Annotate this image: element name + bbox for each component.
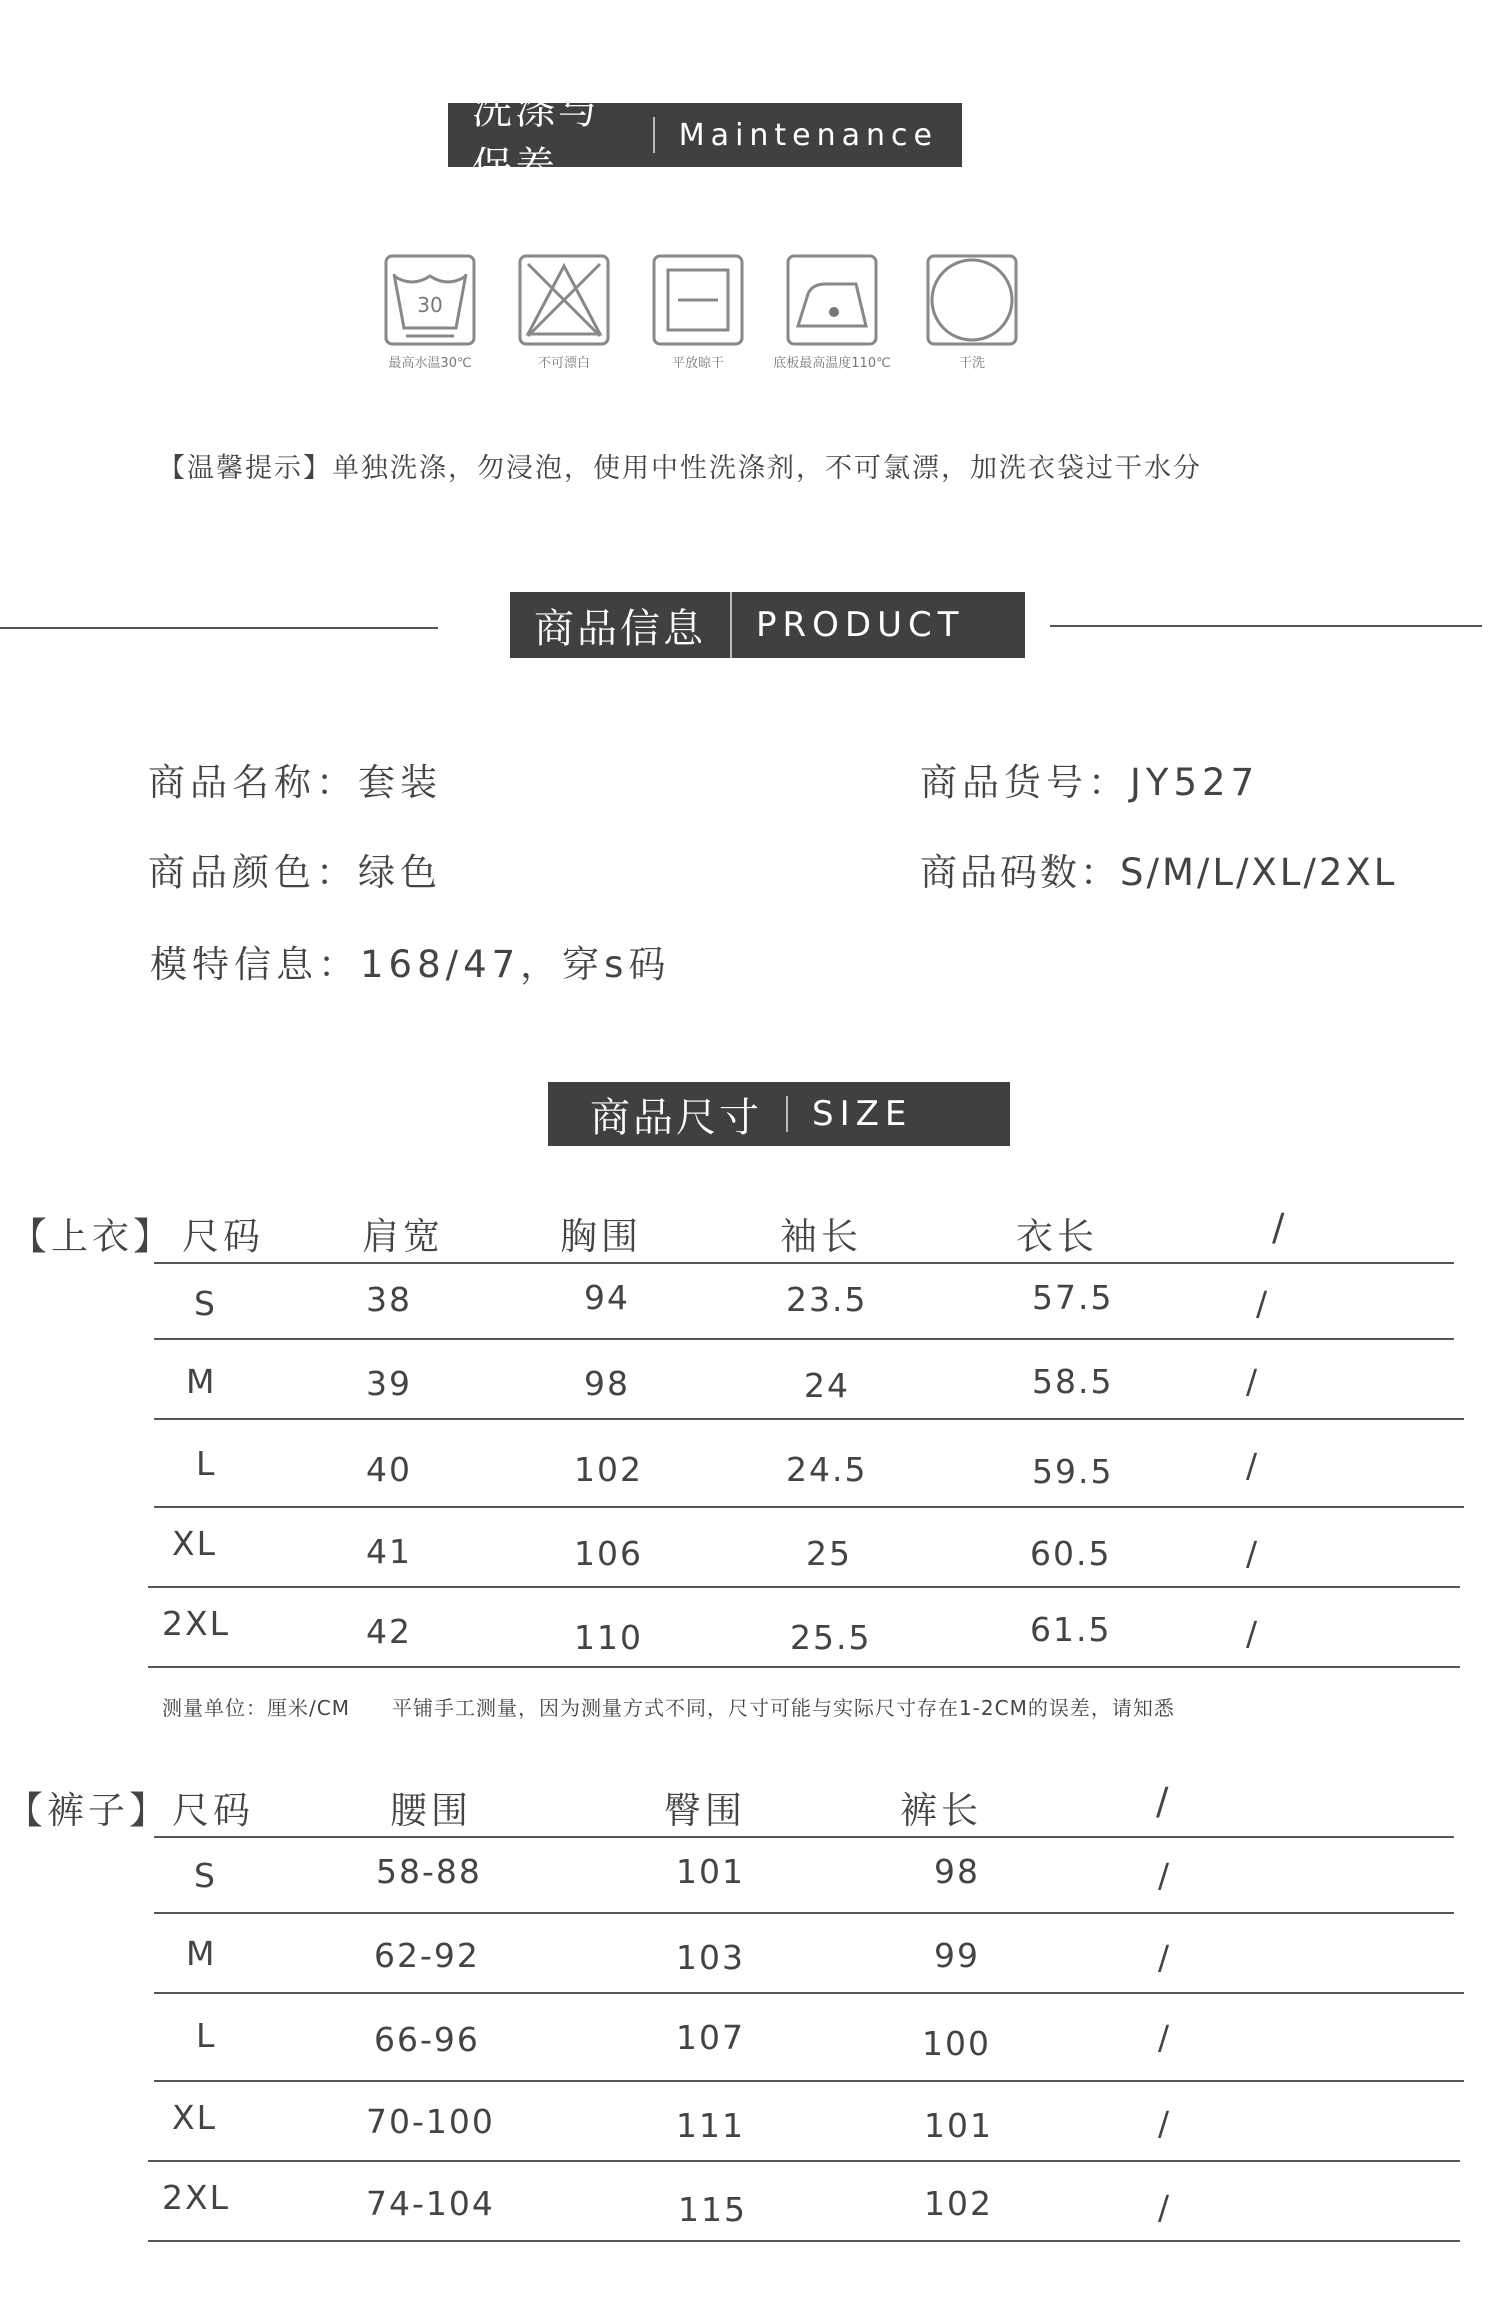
icon-caption: 干洗 — [958, 356, 985, 371]
cell-sleeve: 25.5 — [790, 1618, 872, 1657]
size-title-en: SIZE — [812, 1094, 913, 1134]
cell-chest: 106 — [574, 1534, 643, 1573]
maintenance-title-cn: 洗涤与保养 — [472, 87, 601, 190]
cell-chest: 102 — [574, 1450, 643, 1489]
dry-flat-icon — [652, 254, 744, 346]
cell-shoulder: 39 — [366, 1364, 412, 1403]
cell-sleeve: 25 — [806, 1534, 852, 1573]
top-header-length: 衣长 — [1016, 1215, 1098, 1258]
cell-sleeve: 24.5 — [786, 1450, 868, 1489]
cell-length: 98 — [934, 1852, 980, 1891]
cell-chest: 110 — [574, 1618, 643, 1657]
cell-slash: / — [1158, 1856, 1172, 1895]
table-rule — [154, 1912, 1454, 1914]
svg-text:30: 30 — [417, 293, 443, 317]
cell-size: S — [194, 1284, 217, 1323]
cell-size: M — [186, 1362, 217, 1401]
top-header-chest: 胸围 — [560, 1215, 642, 1258]
table-rule — [154, 1418, 1464, 1420]
cell-size: 2XL — [162, 1604, 230, 1643]
size-title-cn: 商品尺寸 — [590, 1094, 762, 1141]
table-rule — [154, 1262, 1454, 1264]
cell-length: 61.5 — [1030, 1610, 1112, 1649]
cell-slash: / — [1246, 1446, 1260, 1485]
table-rule — [148, 2160, 1460, 2162]
table-rule — [154, 1992, 1464, 1994]
cell-waist: 70-100 — [366, 2102, 495, 2141]
pants-header-size: 尺码 — [172, 1789, 254, 1832]
cell-hip: 115 — [678, 2190, 747, 2229]
product-title-cn: 商品信息 — [534, 605, 706, 652]
maintenance-banner — [448, 87, 962, 190]
cell-slash: / — [1158, 2188, 1172, 2227]
pants-header-length: 裤长 — [900, 1789, 982, 1832]
cell-size: M — [186, 1934, 217, 1973]
icon-caption: 平放晾干 — [671, 356, 724, 371]
icon-caption: 底板最高温度110℃ — [773, 356, 891, 371]
product-banner — [510, 592, 1025, 658]
cell-shoulder: 41 — [366, 1532, 412, 1571]
cell-slash: / — [1246, 1614, 1260, 1653]
top-header-size: 尺码 — [182, 1215, 264, 1258]
cell-slash: / — [1158, 2104, 1172, 2143]
cell-length: 99 — [934, 1936, 980, 1975]
cell-size: XL — [172, 2098, 217, 2137]
maintenance-title-en: Maintenance — [678, 117, 938, 153]
pants-header-waist: 腰围 — [390, 1789, 472, 1832]
cell-length: 102 — [924, 2184, 993, 2223]
cell-size: L — [196, 1444, 217, 1483]
cell-length: 58.5 — [1032, 1362, 1114, 1401]
cell-waist: 74-104 — [366, 2184, 495, 2223]
table-rule — [148, 2240, 1460, 2242]
cell-chest: 98 — [584, 1364, 630, 1403]
table-rule — [154, 1338, 1454, 1340]
cell-length: 57.5 — [1032, 1278, 1114, 1317]
pants-table-label: 【裤子】 — [6, 1789, 170, 1832]
cell-hip: 101 — [676, 1852, 745, 1891]
cell-size: L — [196, 2016, 217, 2055]
top-header-sleeve: 袖长 — [780, 1215, 862, 1258]
product-code: 商品货号：JY527 — [920, 761, 1260, 804]
cell-shoulder: 42 — [366, 1612, 412, 1651]
wash-30-icon — [384, 254, 476, 346]
dry-clean-icon — [926, 254, 1018, 346]
cell-waist: 62-92 — [374, 1936, 480, 1975]
cell-size: S — [194, 1856, 217, 1895]
product-sizes: 商品码数：S/M/L/XL/2XL — [920, 851, 1398, 894]
cell-hip: 111 — [676, 2106, 745, 2145]
measurement-note: 测量单位：厘米/CM 平铺手工测量，因为测量方式不同，尺寸可能与实际尺寸存在1-2CM的误差，请知悉 — [162, 1696, 1175, 1720]
cell-sleeve: 24 — [804, 1366, 850, 1405]
cell-size: XL — [172, 1524, 217, 1563]
cell-length: 60.5 — [1030, 1534, 1112, 1573]
cell-size: 2XL — [162, 2178, 230, 2217]
icon-caption: 最高水温30℃ — [388, 356, 472, 371]
table-rule — [154, 2080, 1464, 2082]
cell-length: 100 — [922, 2024, 991, 2063]
cell-slash: / — [1256, 1284, 1270, 1323]
table-rule — [148, 1586, 1460, 1588]
model-info: 模特信息：168/47，穿s码 — [150, 943, 671, 986]
product-title-en: PRODUCT — [756, 605, 965, 645]
cell-shoulder: 38 — [366, 1280, 412, 1319]
cell-hip: 107 — [676, 2018, 745, 2057]
cell-chest: 94 — [584, 1278, 630, 1317]
table-rule — [154, 1506, 1464, 1508]
top-header-shoulder: 肩宽 — [362, 1215, 444, 1258]
care-tip: 【温馨提示】单独洗涤，勿浸泡，使用中性洗涤剂，不可氯漂，加洗衣袋过干水分 — [158, 453, 1202, 484]
cell-length: 59.5 — [1032, 1452, 1114, 1491]
pants-header-slash: / — [1156, 1780, 1173, 1823]
cell-waist: 66-96 — [374, 2020, 480, 2059]
cell-slash: / — [1246, 1362, 1260, 1401]
cell-sleeve: 23.5 — [786, 1280, 868, 1319]
pants-header-hip: 臀围 — [664, 1789, 746, 1832]
cell-waist: 58-88 — [376, 1852, 482, 1891]
no-bleach-icon — [518, 254, 610, 346]
divider-left — [0, 627, 438, 629]
top-table-label: 【上衣】 — [10, 1215, 174, 1258]
iron-icon — [786, 254, 878, 346]
cell-hip: 103 — [676, 1938, 745, 1977]
size-banner — [548, 1082, 1010, 1146]
product-color: 商品颜色：绿色 — [148, 851, 442, 894]
cell-length: 101 — [924, 2106, 993, 2145]
table-rule — [148, 1666, 1460, 1668]
divider-right — [1050, 625, 1482, 627]
table-rule — [154, 1836, 1454, 1838]
cell-shoulder: 40 — [366, 1450, 412, 1489]
cell-slash: / — [1158, 2018, 1172, 2057]
cell-slash: / — [1246, 1534, 1260, 1573]
icon-caption: 不可漂白 — [537, 356, 590, 371]
product-name: 商品名称：套装 — [148, 761, 442, 804]
top-header-slash: / — [1272, 1206, 1289, 1249]
cell-slash: / — [1158, 1938, 1172, 1977]
